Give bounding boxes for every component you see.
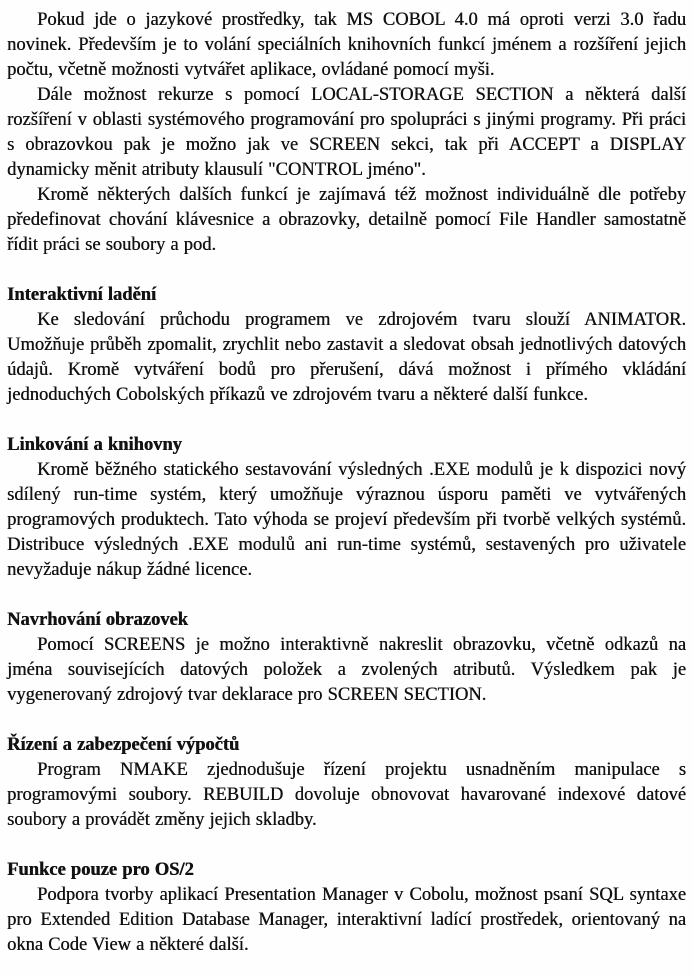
section-heading-os2-features: Funkce pouze pro OS/2 xyxy=(7,860,194,880)
section-build-management xyxy=(7,733,686,833)
section-intro xyxy=(7,8,686,258)
section-os2-features xyxy=(7,858,686,958)
paragraph-build-management: Program NMAKE zjednodušuje řízení projektu usnadněním manipulace s programovými soubory. REBUILD dovoluje obnovovat havarované indexové datové soubory a provádět změny jejich skladby. xyxy=(7,760,686,830)
section-heading-screen-design: Navrhování obrazovek xyxy=(7,610,188,630)
paragraph-interactive-debugging: Ke sledování průchodu programem ve zdrojovém tvaru slouží ANIMATOR. Umožňuje průběh zpomalit, zrychlit nebo zastavit a sledovat obsah jednotlivých datových údajů. Kromě vytváření bodů pro přerušení, dává možnost i přímého vkládání jednoduchých Cobolských příkazů ve zdrojovém tvaru a některé další funkce. xyxy=(7,310,686,405)
section-linking-libraries xyxy=(7,433,686,583)
section-heading-interactive-debugging: Interaktivní ladění xyxy=(7,285,157,305)
paragraph-intro-3: Kromě některých dalších funkcí je zajímavá též možnost individuálně dle potřeby předefinovat chování klávesnice a obrazovky, detailně pomocí File Handler samostatně řídit práci se soubory a pod. xyxy=(7,185,686,255)
paragraph-screen-design: Pomocí SCREENS je možno interaktivně nakreslit obrazovku, včetně odkazů na jména souvisejících datových položek a zvolených atributů. Výsledkem pak je vygenerovaný zdrojový tvar deklarace pro SCREEN SECTION. xyxy=(7,635,686,705)
section-heading-linking-libraries: Linkování a knihovny xyxy=(7,435,182,455)
section-interactive-debugging xyxy=(7,283,686,408)
paragraph-intro-1: Pokud jde o jazykové prostředky, tak MS COBOL 4.0 má oproti verzi 3.0 řadu novinek. Především je to volání speciálních knihovních funkcí jménem a rozšíření jejich počtu, včetně možnosti vytvářet aplikace, ovládané pomocí myši. xyxy=(7,10,686,80)
paragraph-os2-features: Podpora tvorby aplikací Presentation Manager v Cobolu, možnost psaní SQL syntaxe pro Extended Edition Database Manager, interaktivní ladící prostředek, orientovaný na okna Code View a některé další. xyxy=(7,885,686,955)
paragraph-intro-2: Dále možnost rekurze s pomocí LOCAL-STORAGE SECTION a některá další rozšíření v oblasti systémového programování pro spolupráci s jinými programy. Při práci s obrazovkou pak je možno jak ve SCREEN sekci, tak při ACCEPT a DISPLAY dynamicky měnit atributy klausulí "CONTROL jméno". xyxy=(7,85,686,180)
section-screen-design xyxy=(7,608,686,708)
paragraph-linking-libraries: Kromě běžného statického sestavování výsledných .EXE modulů je k dispozici nový sdílený run-time systém, který umožňuje výraznou úsporu paměti ve vytvářených programových produktech. Tato výhoda se projeví především při tvorbě velkých systémů. Distribuce výsledných .EXE modulů ani run-time systémů, sestavených pro uživatele nevyžaduje nákup žádné licence. xyxy=(7,460,686,580)
section-heading-build-management: Řízení a zabezpečení výpočtů xyxy=(7,735,240,755)
